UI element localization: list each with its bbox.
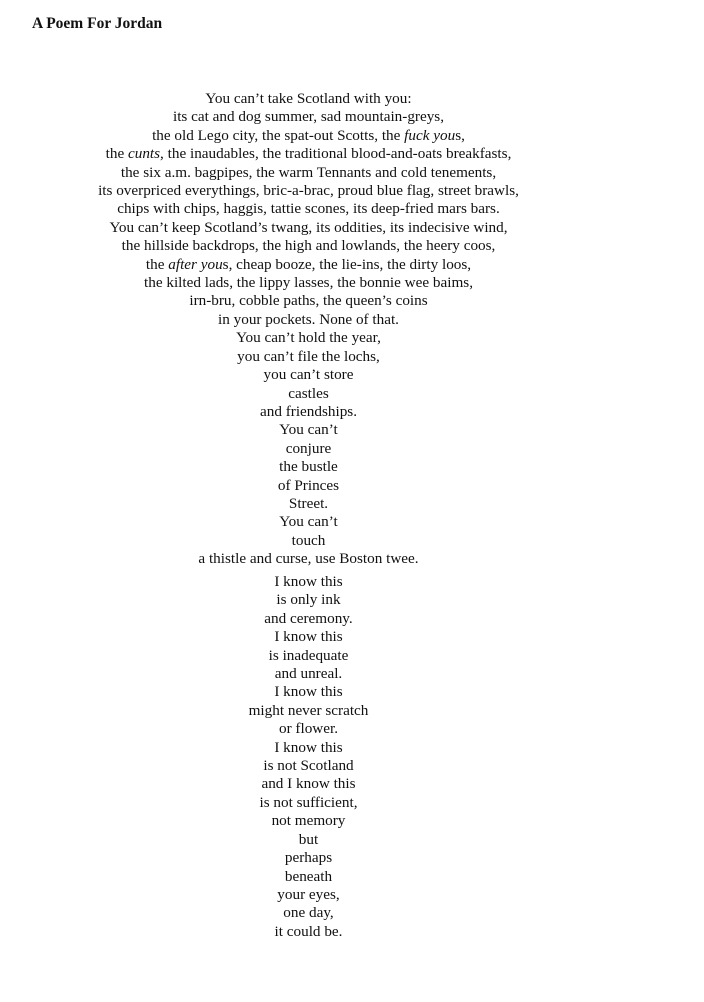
- document-title: A Poem For Jordan: [32, 15, 163, 32]
- poem-line: [0, 831, 617, 849]
- poem-line: [0, 274, 617, 292]
- poem-line-text: perhaps: [284, 849, 333, 867]
- poem-line: [0, 366, 617, 384]
- poem-line: [0, 164, 617, 182]
- poem-line: [0, 610, 617, 628]
- poem-line: [0, 550, 617, 568]
- poem-line: [0, 849, 617, 867]
- poem-line-text: You can’t keep Scotland’s twang, its oddities, its indecisive wind,: [109, 218, 508, 236]
- poem-line: [0, 477, 617, 495]
- poem-line: [0, 757, 617, 775]
- poem-line-text: the: [145, 255, 169, 273]
- poem-line-text: s, cheap booze, the lie-ins, the dirty loos,: [222, 255, 472, 273]
- poem-line-text: I know this: [274, 683, 343, 701]
- poem-line-text: is only ink: [276, 591, 341, 609]
- poem-line-text: You can’t take Scotland with you:: [205, 90, 412, 107]
- poem-line: [0, 127, 617, 145]
- poem-line: [0, 794, 617, 812]
- poem-line-text: of Princes: [277, 476, 340, 494]
- poem-line-text: I know this: [274, 628, 343, 646]
- poem-line-text: in your pockets. None of that.: [218, 310, 399, 328]
- poem-line-text: its overpriced everythings, bric-a-brac, proud blue flag, street brawls,: [98, 182, 519, 200]
- poem-line-italic-text: fuck you: [404, 126, 456, 144]
- poem-line: [0, 311, 617, 329]
- poem-line: [0, 145, 617, 163]
- poem-stanza-1: [0, 90, 617, 569]
- poem-line: [0, 403, 617, 421]
- poem-line-text: but: [298, 830, 319, 848]
- poem-line-text: and ceremony.: [264, 609, 353, 627]
- poem-stanza-2: [0, 573, 617, 941]
- poem-line-text: and I know this: [261, 775, 356, 793]
- poem-line-text: a thistle and curse, use Boston twee.: [198, 550, 419, 568]
- poem-line-text: and friendships.: [259, 402, 357, 420]
- poem-line-text: Street.: [288, 494, 329, 512]
- poem-line-text: beneath: [284, 867, 333, 885]
- poem-line: [0, 219, 617, 237]
- poem-line: [0, 812, 617, 830]
- poem-line-text: the six a.m. bagpipes, the warm Tennants and cold tenements,: [120, 163, 497, 181]
- poem-line: [0, 348, 617, 366]
- poem-line-text: you can’t store: [263, 366, 354, 384]
- poem-line-text: s,: [455, 126, 465, 144]
- poem-line-text: not memory: [271, 812, 346, 830]
- poem-line-text: the kilted lads, the lippy lasses, the bonnie wee baims,: [144, 274, 473, 292]
- poem-line-text: or flower.: [278, 720, 339, 738]
- poem-line: [0, 904, 617, 922]
- poem-line-text: is inadequate: [268, 646, 349, 664]
- poem-line-text: irn-bru, cobble paths, the queen’s coins: [189, 292, 428, 310]
- poem-line-text: it could be.: [274, 922, 343, 940]
- poem-line-text: might never scratch: [248, 701, 369, 719]
- poem-line-text: chips with chips, haggis, tattie scones, its deep-fried mars bars.: [117, 200, 500, 218]
- poem-line-text: one day,: [283, 904, 334, 922]
- poem-line: [0, 868, 617, 886]
- poem-line-text: is not Scotland: [263, 757, 354, 775]
- poem-line-text: You can’t: [279, 421, 338, 439]
- poem-line-italic-text: cunts: [127, 145, 161, 163]
- poem-line-text: its cat and dog summer, sad mountain-greys,: [172, 108, 445, 126]
- poem-line-text: , the inaudables, the traditional blood-and-oats breakfasts,: [160, 145, 512, 163]
- poem-line: [0, 458, 617, 476]
- poem-line-text: the old Lego city, the spat-out Scotts, the: [152, 126, 405, 144]
- poem-line-text: the bustle: [279, 458, 338, 476]
- poem-line-text: I know this: [274, 573, 343, 590]
- poem-line: [0, 329, 617, 347]
- poem-line: [0, 440, 617, 458]
- poem-line: [0, 292, 617, 310]
- poem-line: [0, 90, 617, 108]
- poem-line-text: your eyes,: [277, 885, 340, 903]
- poem-line: [0, 886, 617, 904]
- poem-line: [0, 702, 617, 720]
- poem-line: [0, 513, 617, 531]
- poem-line-italic-text: after you: [168, 255, 223, 273]
- poem-line-text: conjure: [285, 439, 332, 457]
- poem-line-text: and unreal.: [274, 665, 343, 683]
- poem-line-text: castles: [288, 384, 329, 402]
- poem-line-text: you can’t file the lochs,: [237, 347, 380, 365]
- poem-line: [0, 237, 617, 255]
- poem-line: [0, 256, 617, 274]
- poem-line: [0, 647, 617, 665]
- poem-line-text: the hillside backdrops, the high and lowlands, the heery coos,: [121, 237, 496, 255]
- poem-line: [0, 385, 617, 403]
- poem-line-text: I know this: [274, 738, 343, 756]
- poem-line: [0, 923, 617, 941]
- poem-line: [0, 182, 617, 200]
- poem-line: [0, 532, 617, 550]
- poem-line: [0, 720, 617, 738]
- poem-line: [0, 683, 617, 701]
- poem-line: [0, 628, 617, 646]
- poem-line: [0, 421, 617, 439]
- poem-line-text: You can’t hold the year,: [236, 329, 381, 347]
- poem-line: [0, 200, 617, 218]
- poem-line-text: You can’t: [279, 513, 338, 531]
- poem-line-text: the: [105, 145, 128, 163]
- poem-line: [0, 591, 617, 609]
- poem-line-text: is not sufficient,: [259, 793, 358, 811]
- poem-line: [0, 665, 617, 683]
- poem-line: [0, 108, 617, 126]
- poem-line: [0, 495, 617, 513]
- poem-line: [0, 775, 617, 793]
- poem-line: [0, 573, 617, 591]
- poem-line: [0, 739, 617, 757]
- poem-line-text: touch: [291, 531, 326, 549]
